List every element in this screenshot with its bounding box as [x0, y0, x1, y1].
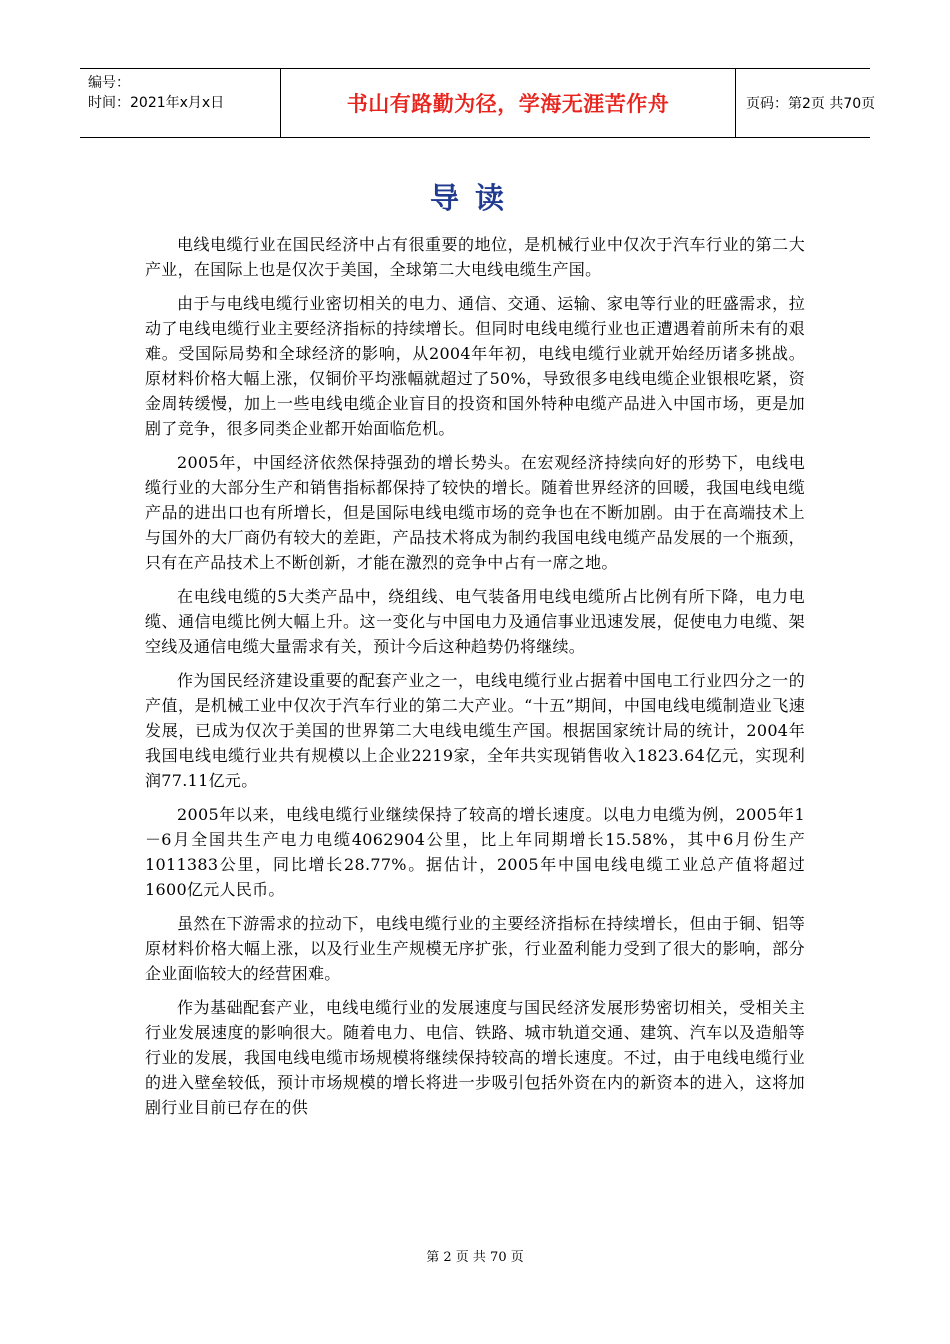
page-header	[80, 68, 876, 138]
header-page-code: 页码：第2页 共70页	[746, 96, 876, 112]
paragraph-3: 2005年，中国经济依然保持强劲的增长势头。在宏观经济持续向好的形势下，电线电缆行业的大部分生产和销售指标都保持了较快的增长。随着世界经济的回暖，我国电线电缆产品的进出口也有所增长，但是国际电线电缆市场的竞争也在不断加剧。由于在高端技术上与国外的大厂商仍有较大的差距，产品技术将成为制约我国电线电缆产品发展的一个瓶颈，只有在产品技术上不断创新，才能在激烈的竞争中占有一席之地。	[145, 453, 805, 572]
paragraph-7: 虽然在下游需求的拉动下，电线电缆行业的主要经济指标在持续增长，但由于铜、铝等原材料价格大幅上涨，以及行业生产规模无序扩张，行业盈利能力受到了很大的影响，部分企业面临较大的经营困难。	[145, 914, 805, 983]
page-footer: 第 2 页 共 70 页	[426, 1250, 524, 1265]
header-motto: 书山有路勤为径，学海无涯苦作舟	[346, 92, 670, 116]
document-number-label: 编号：	[88, 75, 130, 91]
header-motto-cell	[280, 69, 736, 137]
paragraph-4: 在电线电缆的5大类产品中，绕组线、电气装备用电线电缆所占比例有所下降，电力电缆、通信电缆比例大幅上升。这一变化与中国电力及通信事业迅速发展，促使电力电缆、架空线及通信电缆大量需求有关，预计今后这种趋势仍将继续。	[145, 587, 805, 656]
document-date: 时间：2021年x月x日	[88, 95, 225, 111]
document-title: 导读	[429, 181, 520, 215]
paragraph-2: 由于与电线电缆行业密切相关的电力、通信、交通、运输、家电等行业的旺盛需求，拉动了电线电缆行业主要经济指标的持续增长。但同时电线电缆行业也正遭遇着前所未有的艰难。受国际局势和全球经济的影响，从2004年年初，电线电缆行业就开始经历诸多挑战。原材料价格大幅上涨，仅铜价平均涨幅就超过了50%，导致很多电线电缆企业银根吃紧，资金周转缓慢，加上一些电线电缆企业盲目的投资和国外特种电缆产品进入中国市场，更是加剧了竞争，很多同类企业都开始面临危机。	[145, 294, 805, 438]
paragraph-5: 作为国民经济建设重要的配套产业之一，电线电缆行业占据着中国电工行业四分之一的产值，是机械工业中仅次于汽车行业的第二大产业。“十五”期间，中国电线电缆制造业飞速发展，已成为仅次于美国的世界第二大电线电缆生产国。根据国家统计局的统计，2004年我国电线电缆行业共有规模以上企业2219家，全年共实现销售收入1823.64亿元，实现利润77.11亿元。	[145, 671, 805, 790]
document-body	[145, 232, 805, 1129]
paragraph-1: 电线电缆行业在国民经济中占有很重要的地位，是机械行业中仅次于汽车行业的第二大产业，在国际上也是仅次于美国，全球第二大电线电缆生产国。	[145, 235, 805, 279]
paragraph-6: 2005年以来，电线电缆行业继续保持了较高的增长速度。以电力电缆为例，2005年1－6月全国共生产电力电缆4062904公里，比上年同期增长15.58%，其中6月份生产1011383公里，同比增长28.77%。据估计，2005年中国电线电缆工业总产值将超过1600亿元人民币。	[145, 805, 805, 899]
header-meta	[80, 69, 280, 137]
paragraph-8: 作为基础配套产业，电线电缆行业的发展速度与国民经济发展形势密切相关，受相关主行业发展速度的影响很大。随着电力、电信、铁路、城市轨道交通、建筑、汽车以及造船等行业的发展，我国电线电缆市场规模将继续保持较高的增长速度。不过，由于电线电缆行业的进入壁垒较低，预计市场规模的增长将进一步吸引包括外资在内的新资本的进入，这将加剧行业目前已存在的供	[145, 998, 805, 1117]
